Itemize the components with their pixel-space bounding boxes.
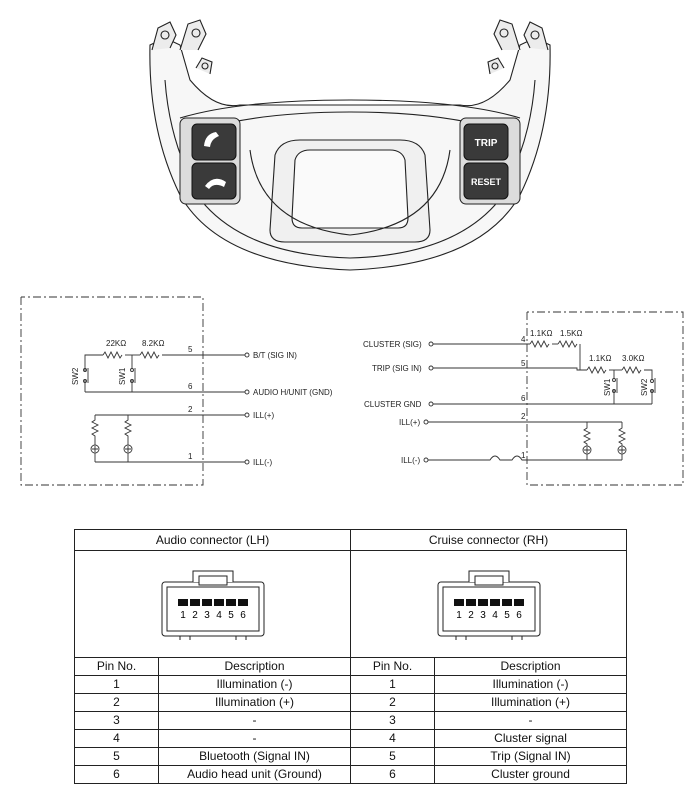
cruise-conn-pin-4: 4 (491, 610, 498, 621)
steering-switch-panel (0, 0, 700, 285)
resistor-3k0-label: 3.0KΩ (622, 354, 645, 363)
resistor-1k5 (558, 341, 577, 347)
trip-button-label: TRIP (474, 138, 498, 149)
lh-desc: Audio head unit (Ground) (159, 766, 351, 784)
col-desc-rh: Description (435, 658, 627, 676)
audio-conn-pin-6: 6 (239, 610, 246, 621)
rh-desc: Trip (Signal IN) (435, 748, 627, 766)
resistor-1k1-b-label: 1.1KΩ (589, 354, 612, 363)
reset-button-label: RESET (470, 177, 502, 187)
rh-desc: Illumination (+) (435, 694, 627, 712)
cruise-conn-pin-5: 5 (503, 610, 510, 621)
table-row (75, 712, 627, 730)
left-button-block (180, 118, 240, 204)
audio-pin-1: 1 (188, 452, 193, 461)
audio-conn-pin-2: 2 (191, 610, 198, 621)
rh-desc: Cluster ground (435, 766, 627, 784)
col-pin-lh: Pin No. (75, 658, 159, 676)
resistor-1k1-a (530, 341, 549, 347)
resistor-22k (103, 352, 122, 358)
pin-table (74, 529, 627, 784)
rh-desc: - (435, 712, 627, 730)
audio-conn-pin-1: 1 (179, 610, 186, 621)
lh-pin: 3 (75, 712, 159, 730)
audio-conn-pin-3: 3 (203, 610, 210, 621)
resistor-1k5-label: 1.5KΩ (560, 329, 583, 338)
rh-desc: Illumination (-) (435, 676, 627, 694)
signal-cluster-sig: CLUSTER (SIG) (363, 340, 422, 349)
resistor-1k1-a-label: 1.1KΩ (530, 329, 553, 338)
lh-desc: Bluetooth (Signal IN) (159, 748, 351, 766)
rh-pin: 4 (351, 730, 435, 748)
audio-connector-cell (75, 551, 351, 658)
rh-pin: 6 (351, 766, 435, 784)
signal-ill-minus: ILL(-) (253, 458, 273, 467)
cruise-connector-diagram (434, 568, 544, 640)
rh-sw1-label: SW1 (603, 378, 612, 396)
table-row (75, 766, 627, 784)
signal-audio-gnd: AUDIO H/UNIT (GND) (253, 388, 333, 397)
rh-pin: 2 (351, 694, 435, 712)
lh-desc: - (159, 730, 351, 748)
audio-schematic (0, 290, 350, 495)
cruise-conn-pin-1: 1 (455, 610, 462, 621)
cruise-pin-4: 4 (521, 335, 526, 344)
cruise-connector-title: Cruise connector (RH) (351, 530, 627, 551)
sw1-label: SW1 (118, 367, 127, 385)
table-row (75, 730, 627, 748)
signal-trip-sig: TRIP (SIG IN) (372, 364, 422, 373)
audio-pin-5: 5 (188, 345, 193, 354)
cruise-pin-1: 1 (521, 451, 526, 460)
col-pin-rh: Pin No. (351, 658, 435, 676)
lh-pin: 2 (75, 694, 159, 712)
signal-ill-plus-rh: ILL(+) (399, 418, 421, 427)
cruise-pin-6: 6 (521, 394, 526, 403)
cruise-conn-pin-2: 2 (467, 610, 474, 621)
table-row (75, 748, 627, 766)
signal-ill-minus-rh: ILL(-) (401, 456, 421, 465)
cruise-conn-pin-3: 3 (479, 610, 486, 621)
resistor-1k1-b (587, 367, 606, 373)
col-desc-lh: Description (159, 658, 351, 676)
lh-desc: Illumination (-) (159, 676, 351, 694)
table-row (75, 694, 627, 712)
lh-pin: 5 (75, 748, 159, 766)
rh-pin: 1 (351, 676, 435, 694)
cruise-pin-2: 2 (521, 412, 526, 421)
audio-connector-title: Audio connector (LH) (75, 530, 351, 551)
lh-desc: - (159, 712, 351, 730)
cruise-schematic (350, 290, 690, 495)
call-button[interactable] (192, 124, 236, 160)
resistor-8k2-label: 8.2KΩ (142, 339, 165, 348)
audio-pin-6: 6 (188, 382, 193, 391)
cruise-connector-cell (351, 551, 627, 658)
lh-pin: 1 (75, 676, 159, 694)
audio-conn-pin-5: 5 (227, 610, 234, 621)
resistor-8k2 (140, 352, 159, 358)
signal-bt: B/T (SIG IN) (253, 351, 297, 360)
resistor-22k-label: 22KΩ (106, 339, 127, 348)
sw2-label: SW2 (71, 367, 80, 385)
signal-cluster-gnd: CLUSTER GND (364, 400, 422, 409)
cruise-conn-pin-6: 6 (515, 610, 522, 621)
lh-pin: 4 (75, 730, 159, 748)
audio-pin-2: 2 (188, 405, 193, 414)
audio-connector-diagram (158, 568, 268, 640)
lh-pin: 6 (75, 766, 159, 784)
audio-conn-pin-4: 4 (215, 610, 222, 621)
rh-pin: 5 (351, 748, 435, 766)
lh-desc: Illumination (+) (159, 694, 351, 712)
rh-desc: Cluster signal (435, 730, 627, 748)
table-row (75, 676, 627, 694)
table-header-row (75, 658, 627, 676)
cruise-pin-5: 5 (521, 359, 526, 368)
signal-ill-plus: ILL(+) (253, 411, 275, 420)
resistor-3k0 (622, 367, 641, 373)
right-button-block (460, 118, 520, 204)
rh-sw2-label: SW2 (640, 378, 649, 396)
rh-pin: 3 (351, 712, 435, 730)
